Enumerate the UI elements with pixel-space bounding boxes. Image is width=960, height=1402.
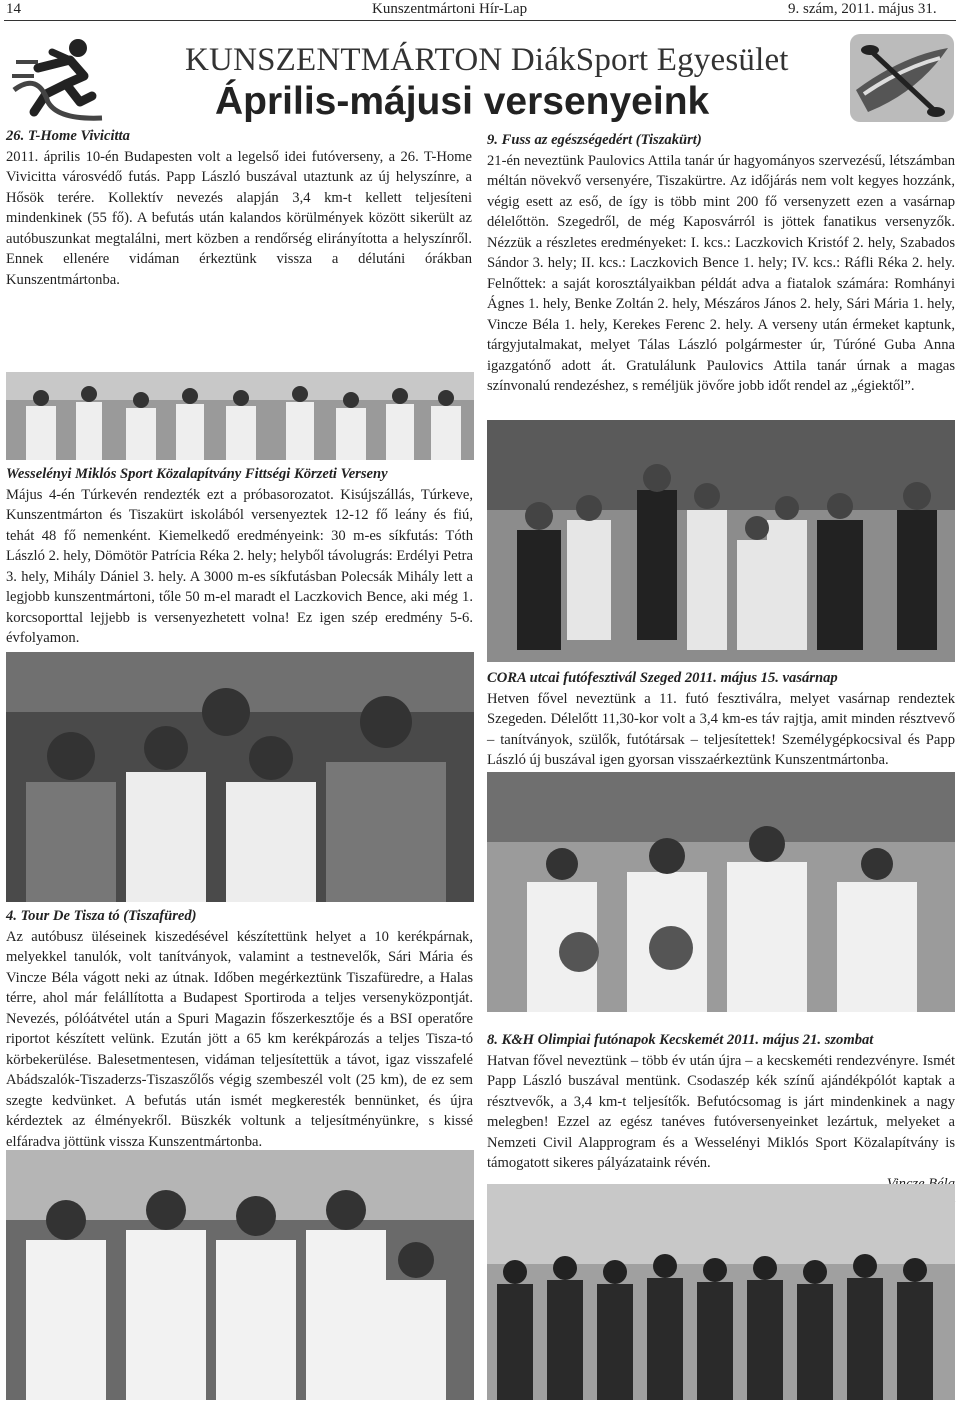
article-heading: 9. Fuss az egészségedért (Tiszakürt) [487, 132, 702, 148]
kayak-logo-icon [848, 32, 956, 124]
article-paragraph: Hetven fővel neveztünk a 11. futó fesztiválra, melyet vasárnap rendeztek Szegeden. Délelőtt 11,30-kor volt a 3,4 km-es táv rajtja, amit minden résztvevő – tanítványok, szülők, futótársak – teljesítettek! Személygépkocsival és Papp László új buszával igen gyorsan visszaérkeztünk Kunszentmártonba. [487, 690, 955, 768]
article-heading: 26. T-Home Vivicitta [6, 128, 130, 144]
article-paragraph: 2011. április 10-én Budapesten volt a legelső idei futóverseny, a 26. T-Home Vivicitta városvédő futás. Papp László buszával utaztunk az új helyszínre, a Hősök terére. Kollektív nevezés alapján 3,4 km-t kellett teljesíteni mindenkinek (55 fő). A befutás után kalandos körülmények között sikerült az autóbuszunkat megtalálni, mert közben a rendőrség elirányította a helyszínről. Ennek ellenére vidáman érkeztünk vissza a délutáni órákban Kunszentmártonba. [6, 148, 472, 288]
article-tour [6, 906, 473, 1152]
photo-cora-runners [487, 772, 955, 1012]
runner-logo-icon [8, 32, 108, 122]
photo-medal-winners [6, 652, 474, 902]
article-paragraph: Az autóbusz üléseinek kiszedésével készítettünk helyet a 10 kerékpárnak, melyekkel tanulók, volt tanítványok, valamint a testnevelők, Sári Mária és Vincze Béla vágott neki az útnak. Időben megérkeztünk Tiszafüredre, a Halas térre, ahol már felállította a Budapest Sportiroda a teljes versenyközpontját. Nevezés, pólóátvétel után a Spuri Magazin főszerkesztője és a BSI operatőre riportot készített velünk. Ezután jött a 65 km kerékpározás a teljes Tisza-tó körbekerülése. Balesetmentesen, vidáman teljesítettük a távot, igaz visszafelé Abádszalók-Tiszaderzs-Tiszaszőlős végig szembeszél volt (25 km), de ez sem szegte kedvünket. A befutás után ismét megkeresték bennünket, és újra kérdeztek az élményekről. Büszkék voltunk a teljesítményünkre, s kissé elfáradva jöttünk vissza Kunszentmártonba. [6, 928, 473, 1150]
article-cora [487, 668, 955, 771]
page-header [0, 0, 960, 22]
header-rule [4, 20, 956, 21]
group-photo-heroes-square [6, 372, 474, 460]
page-number: 14 [6, 1, 21, 17]
publication-name: Kunszentmártoni Hír-Lap [372, 1, 528, 17]
photo-tour-cyclists [6, 1150, 474, 1400]
article-paragraph: Hatvan fővel neveztünk – több év után újra – a kecskeméti rendezvényre. Ismét Papp László buszával mentünk. Csodaszép kék színű ajándékpólót kaptak a résztvevők, a 3,4 km-t teljesítők. Befutócsomag is járt mindenkinek a nagy melegben! Ezzel az egész tanéves futóversenyeinket lezártuk, melyeket a Nemzeti Civil Alapprogram és a Wesselényi Miklós Sport Közalapítvány is támogatott sikeres pályázataink révén. [487, 1052, 955, 1171]
article-thome [6, 126, 472, 290]
article-fuss [487, 130, 955, 397]
organization-title: KUNSZENTMÁRTON DiákSport Egyesület [185, 42, 789, 78]
photo-kh-group [487, 1184, 955, 1400]
article-paragraph: 21-én neveztünk Paulovics Attila tanár úr hagyományos szervezésű, létszámban méltán növekvő versenyére, Tiszakürtre. Az időjárás nem volt kegyes hozzánk, végig esett az eső, de így is több mint 200 fő versenyzett ezen a vasárnap délelőttön. Szegedről, de még Kaposvárról is jöttek fanatikus versenyzők. Nézzük a részletes eredményeket: I. kcs.: Laczkovich Kristóf 2. hely, Szabados Sándor 3. hely; II. kcs.: Laczkovich Bence 1. hely; IV. kcs.: Ráfli Réka 2. hely. Felnőttek: a saját korosztályaikban példát adva a fiatalok számára: Romhányi Ágnes 1. hely, Benke Zoltán 2. hely, Mészáros János 2. hely, Sári Mária 1. hely, Vincze Béla 1. hely, Kerekes Ferenc 2. hely. A verseny után érmeket kaptunk, tárgyjutalmakat, melyet Tálas László polgármester úr, Túróné Guba Anna igazgatónő adott át. Gratulálunk Paulovics Attila tanár úrnak a magas színvonalú rendezéshez, s reméljük jövőre jobb időt rendel az „égiektől”. [487, 152, 955, 394]
group-photo-tiszakurt [487, 420, 955, 662]
page-headline: Április-májusi versenyeink [215, 80, 710, 123]
article-wesselenyi [6, 464, 473, 649]
article-paragraph: Május 4-én Túrkevén rendezték ezt a próbasorozatot. Kisújszállás, Túrkeve, Kunszentmárton és Tiszakürt iskolából versenyeztek 12-12 fő leány és fiú, tehát 48 fő nemenként. Kiemelkedő eredményeink: 30 m-es síkfutás: Tóth László 2. hely, Dömötör Patrícia Réka 2. hely; helyből távolugrás: Erdélyi Petra 3. hely, Mihály Dániel 3. hely. A 3000 m-es síkfutásban Polecsák Mihály lett a legjobb kunszentmártoni, tőle 50 m-el maradt el Laczkovich Bence, aki még 1. korcsoporttal lejjebb is versenyezhetett volna! Ez igen szép eredmény 5-6. évfolyamon. [6, 486, 473, 646]
article-heading: CORA utcai futófesztivál Szeged 2011. május 15. vasárnap [487, 670, 838, 686]
article-heading: 4. Tour De Tisza tó (Tiszafüred) [6, 908, 197, 924]
article-heading: Wesselényi Miklós Sport Közalapítvány Fittségi Körzeti Verseny [6, 466, 388, 482]
issue-date: 9. szám, 2011. május 31. [788, 1, 937, 17]
article-heading: 8. K&H Olimpiai futónapok Kecskemét 2011. május 21. szombat [487, 1032, 874, 1048]
